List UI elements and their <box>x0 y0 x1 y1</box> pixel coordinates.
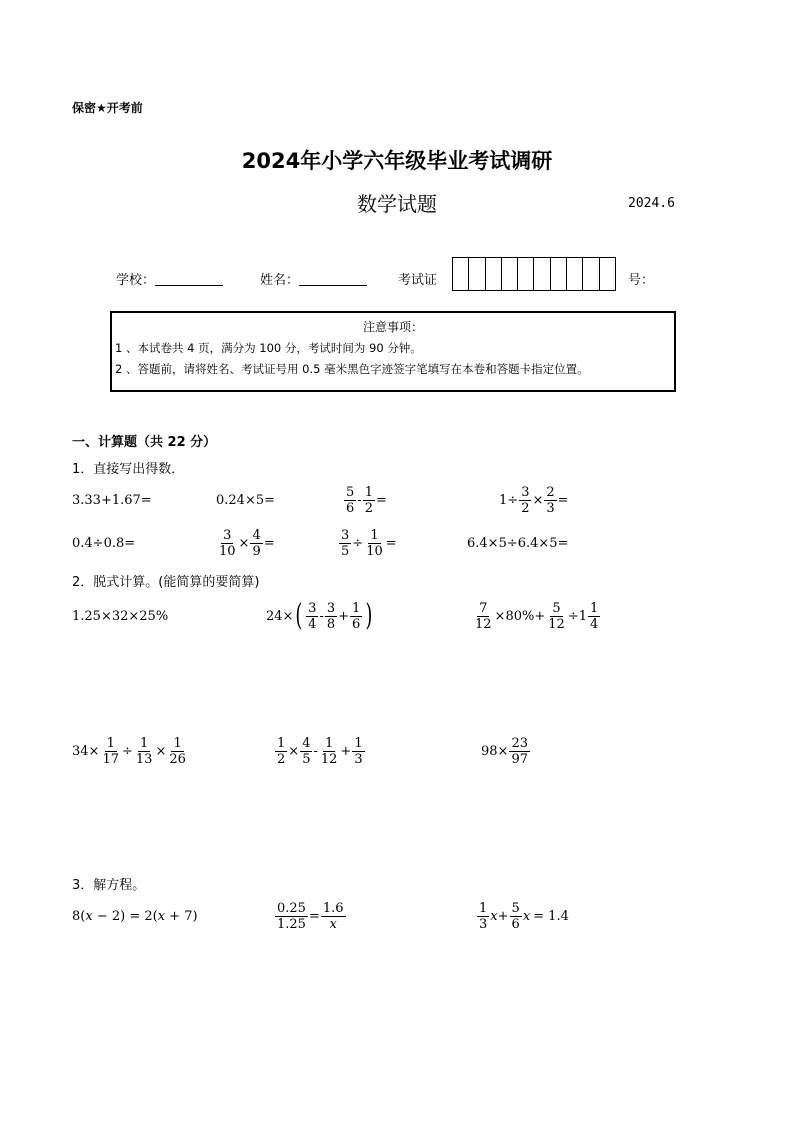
problem-2d: 34 × $\frac{1}{17}$ ÷ $\frac{1}{13}$ × $\frac{1}{26}$ <box>72 735 186 767</box>
fraction: 3 4 <box>308 600 317 632</box>
equation-3c: 1 3 x + $\frac{5}{6}$ x = 1.4 <box>479 900 569 932</box>
exam-date: 2024.6 <box>628 196 675 211</box>
expr-text: 0.4÷0.8= <box>72 535 136 551</box>
fraction: $\frac{0.25}{1.25}$ <box>277 900 306 932</box>
fraction: 1 3 <box>479 900 488 932</box>
page-subtitle: 数学试题 <box>357 192 437 216</box>
problem-2b: 24 × ( 3 4 - 3 8 + $\frac{1}{6}$ ) <box>266 598 373 633</box>
notice-item-1: 1 、本试卷共 4 页，满分为 100 分，考试时间为 90 分钟。 <box>115 341 422 355</box>
problem-1d: 1 ÷ $\frac{3}{2}$ × $\frac{2}{3}$ = <box>499 484 569 516</box>
fraction: 3 8 <box>326 600 336 632</box>
problem-2f: 98× $\frac{23}{97}$ <box>481 735 528 767</box>
fraction: $\frac{5}{12}$ <box>548 600 565 632</box>
exam-id-label: 考试证 <box>398 273 438 288</box>
confidential-label: 保密★开考前 <box>72 101 143 115</box>
id-box[interactable] <box>453 258 469 290</box>
question-3-title: 3．解方程。 <box>72 878 146 893</box>
notice-box <box>110 311 676 392</box>
problem-1b <box>216 482 275 518</box>
hao-label: 号： <box>628 273 655 288</box>
problem-1f: $\frac{3}{10}$ × $\frac{4}{9}$ = <box>219 527 275 559</box>
id-box[interactable] <box>518 258 534 290</box>
fraction: $\frac{2}{3}$ <box>546 484 555 516</box>
expr-text: 0.24×5= <box>216 492 276 508</box>
fraction: $\frac{7}{12}$ <box>475 600 492 632</box>
notice-item-2: 2 、答题前，请将姓名、考试证号用 0.5 毫米黑色字迹签字笔填写在本卷和答题卡指定位置。 <box>115 362 589 376</box>
id-box[interactable] <box>469 258 485 290</box>
fraction: $\frac{1}{2}$ <box>277 735 286 767</box>
name-field <box>260 269 367 288</box>
id-box[interactable] <box>600 258 615 290</box>
fraction: $\frac{1}{3}$ <box>354 735 363 767</box>
equation-3a: 8(x − 2) = 2(x + 7) <box>72 908 198 924</box>
fraction: $\frac{1}{6}$ <box>352 600 361 632</box>
fraction: $\frac{23}{97}$ <box>511 735 528 767</box>
question-1-title: 1．直接写出得数． <box>72 462 185 477</box>
fraction: $\frac{1}{17}$ <box>102 735 119 767</box>
school-field <box>116 269 223 288</box>
school-blank[interactable] <box>155 271 223 286</box>
fraction: 5 6 <box>346 484 355 516</box>
section-title: 一、计算题（共 22 分） <box>72 435 217 450</box>
fraction: $\frac{3}{2}$ <box>521 484 530 516</box>
problem-2c: $\frac{7}{12}$ × 80% + $\frac{5}{12}$ ÷ 1 1 4 <box>475 600 599 632</box>
fraction: 1 4 <box>590 600 599 632</box>
id-box[interactable] <box>502 258 518 290</box>
fraction: $\frac{1.6}{x}$ <box>322 900 344 932</box>
id-box[interactable] <box>551 258 567 290</box>
notice-title: 注意事项： <box>362 320 423 334</box>
school-label: 学校： <box>116 273 156 288</box>
problem-1a <box>72 482 152 518</box>
fraction: $\frac{1}{2}$ <box>364 484 373 516</box>
name-blank[interactable] <box>299 271 367 286</box>
expr-text: 3.33+1.67= <box>72 492 152 508</box>
question-2-title: 2．脱式计算。(能简算的要简算) <box>72 575 260 590</box>
id-box[interactable] <box>534 258 550 290</box>
page-title: 2024年小学六年级毕业考试调研 <box>241 149 553 173</box>
fraction: $\frac{5}{6}$ <box>511 900 520 932</box>
fraction: $\frac{1}{13}$ <box>135 735 153 767</box>
problem-1h <box>467 525 568 561</box>
fraction: $\frac{3}{10}$ <box>219 527 236 559</box>
problem-1c: 5 6 - $\frac{1}{2}$ = <box>346 484 387 516</box>
fraction: $\frac{4}{9}$ <box>252 527 261 559</box>
id-box[interactable] <box>486 258 502 290</box>
expr-text: 6.4×5÷6.4×5= <box>467 535 569 551</box>
problem-1e <box>72 525 135 561</box>
expr-text: 1.25×32×25% <box>72 608 169 624</box>
equation-3b: $\frac{0.25}{1.25}$ = $\frac{1.6}{x}$ <box>277 900 344 932</box>
problem-2e: $\frac{1}{2}$ × $\frac{4}{5}$ - 1 12 + $\frac{1}{3}$ <box>277 735 363 767</box>
id-box[interactable] <box>583 258 599 290</box>
fraction: $\frac{1}{26}$ <box>169 735 186 767</box>
fraction: $\frac{1}{10}$ <box>366 527 383 559</box>
fraction: $\frac{3}{5}$ <box>341 527 350 559</box>
fraction: $\frac{4}{5}$ <box>302 735 311 767</box>
exam-id-boxes[interactable] <box>452 257 616 291</box>
problem-1g: $\frac{3}{5}$ ÷ $\frac{1}{10}$ = <box>341 527 397 559</box>
name-label: 姓名： <box>260 273 300 288</box>
fraction: 1 12 <box>320 735 338 767</box>
problem-2a <box>72 598 168 634</box>
id-box[interactable] <box>567 258 583 290</box>
